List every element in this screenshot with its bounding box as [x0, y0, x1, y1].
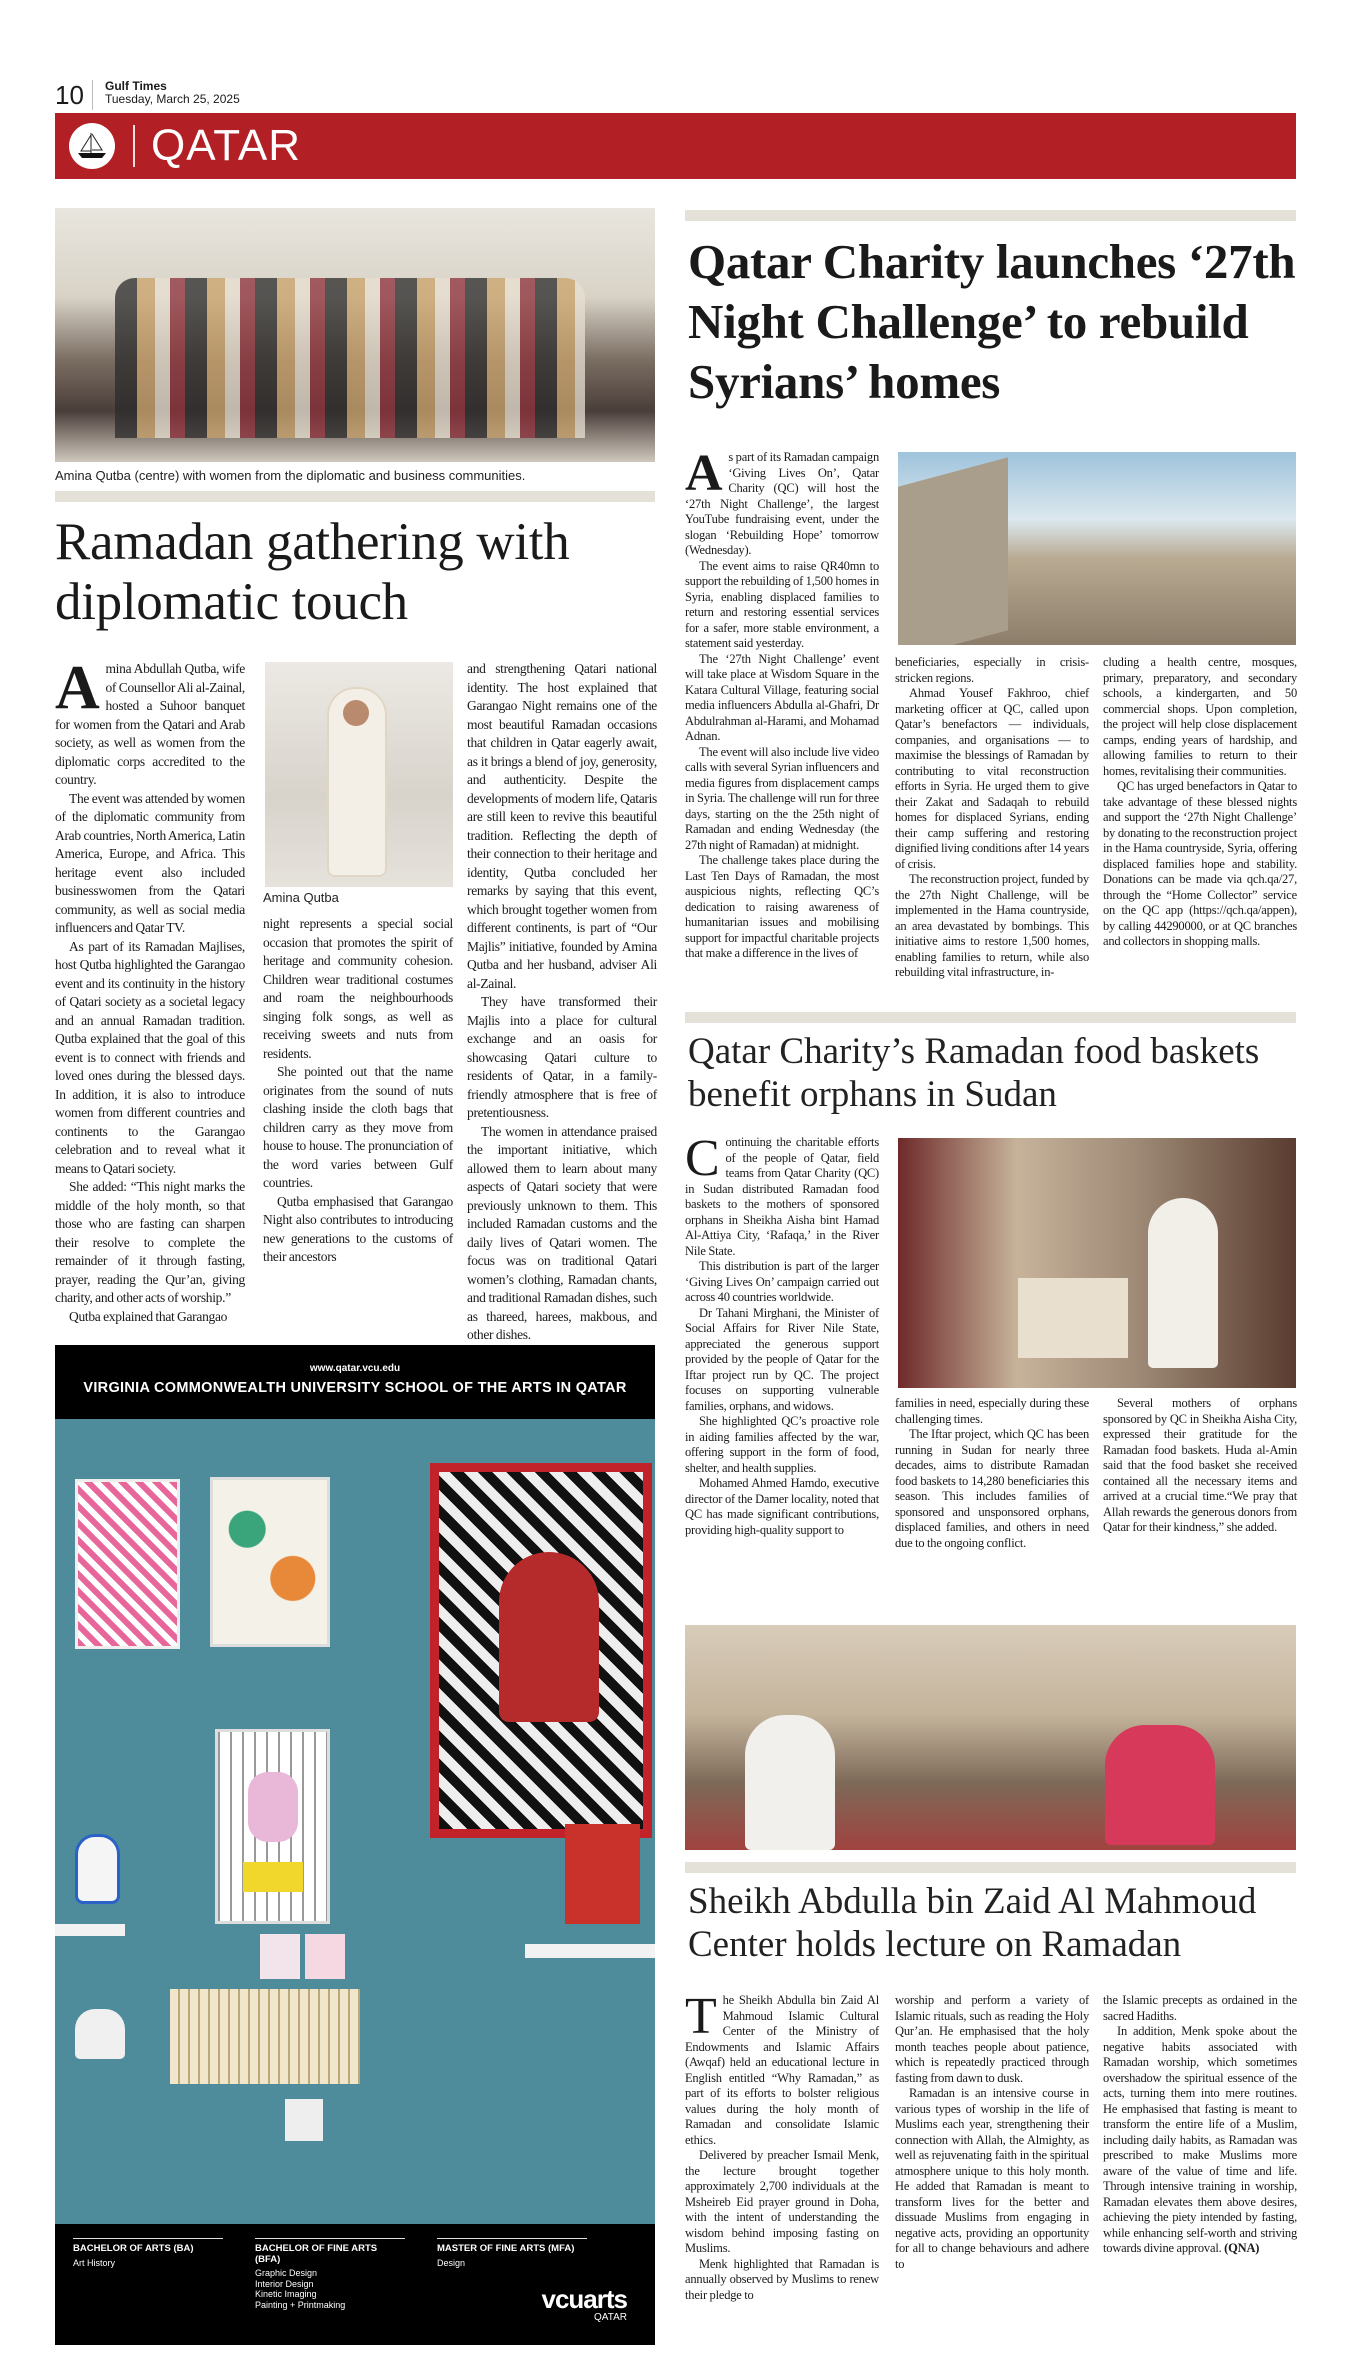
- iftar-gathering-photo: [685, 1625, 1296, 1850]
- article4-column-1: [685, 1988, 879, 2303]
- paragraph: Ahmad Yousef Fakhroo, chief marketing officer at QC, called upon Qatar’s benefactors — individuals, companies, and organisations — to maximise the blessings of Ramadan by contributing to vital reconstruction efforts in Syria. He urged them to give their Zakat and Sadaqah to rebuild homes for displaced Syrians, ending their camp suffering and restoring dignified living conditions after 14 years of crisis.: [895, 686, 1089, 871]
- section-rule: [685, 1012, 1296, 1023]
- paragraph: cluding a health centre, mosques, primary, preparatory, and secondary schools, a kindergarten, and 50 commercial shops. Upon completion, the project will help close displacement camps, ending years of hardship, and allowing families to return to their homes, revitalising their communities.: [1103, 655, 1297, 778]
- article4-column-2: [895, 1993, 1089, 2272]
- divider: [92, 80, 93, 110]
- paragraph: Qutba emphasised that Garangao Night also contributes to introducing new generations to the customs of their ancestors: [263, 1193, 453, 1264]
- article1-column-3: [467, 660, 657, 1345]
- vcuarts-advertisement[interactable]: [55, 1345, 655, 2345]
- masthead: [105, 80, 240, 106]
- paragraph: ontinuing the charitable efforts of the people of Qatar, field teams from Qatar Charity (QC) in Sudan distributed Ramadan food baskets to the mothers of sponsored orphans in Sheikha Aisha bint Hamad Al-Attiya City, ‘Rafaqa,’ in the River Nile State.: [685, 1135, 879, 1258]
- program-title: BACHELOR OF ARTS (BA): [73, 2243, 194, 2254]
- news-agency-credit: (QNA): [1224, 2241, 1260, 2255]
- paragraph: QC has urged benefactors in Qatar to take advantage of these blessed nights and support the ‘27th Night Challenge’ by donating to the reconstruction project in the Hama countryside, Syria, offering displaced families hope and stability. Donations can be made via qch.qa/27, through the “Home Collector” service on the QC app (https://qch.qa/appen), by calling 44290000, or at QC branches and collectors in shopping malls.: [1103, 779, 1297, 948]
- paragraph: beneficiaries, especially in crisis-stricken regions.: [895, 655, 1089, 685]
- paragraph: Dr Tahani Mirghani, the Minister of Social Affairs for River Nile State, appreciated the generous support provided by the people of Qatar for the Iftar project run by QC. The project focuses on supporting vulnerable families, orphans, and widows.: [685, 1305, 879, 1413]
- paragraph: mina Abdullah Qutba, wife of Counsellor Ali al-Zainal, hosted a Suhoor banquet for women from the Qatari and Arab society, as well as women from the diplomatic corps accredited to the country.: [55, 661, 245, 787]
- paragraph: the Islamic precepts as ordained in the sacred Hadiths.: [1103, 1993, 1297, 2023]
- article4-column-3: [1103, 1993, 1297, 2257]
- article2-column-2: [895, 655, 1089, 981]
- divider: [133, 125, 135, 167]
- program-title: MASTER OF FINE ARTS (MFA): [437, 2243, 575, 2254]
- paragraph: families in need, especially during these challenging times.: [895, 1396, 1089, 1426]
- program-item: Graphic Design: [255, 2268, 318, 2278]
- program-item: Art History: [73, 2257, 116, 2268]
- paragraph: The ‘27th Night Challenge’ event will take place at Wisdom Square in the Katara Cultural Village, featuring social media influencers Abdulla al-Ghafri, Dr Abdulrahman al-Harami, and Mohamad Adnan.: [685, 651, 879, 743]
- drop-cap: A: [685, 445, 723, 502]
- paragraph: Menk highlighted that Ramadan is annually observed by Muslims to renew their pledge to: [685, 2256, 879, 2302]
- section-rule: [685, 1862, 1296, 1873]
- article1-column-1: [55, 654, 245, 1326]
- ad-url[interactable]: www.qatar.vcu.edu: [309, 1363, 401, 1374]
- food-basket-distribution-photo: [898, 1138, 1296, 1388]
- paragraph: She added: “This night marks the middle of the holy month, so that those who are fasting can sharpen their resolve to complete the remainder of it through fasting, prayer, reading the Qur’an, giving charity, and other acts of worship.”: [55, 1179, 245, 1305]
- drop-cap: T: [685, 1988, 717, 2045]
- ad-school-name: VIRGINIA COMMONWEALTH UNIVERSITY SCHOOL OF THE ARTS IN QATAR: [83, 1380, 627, 1396]
- paragraph: The challenge takes place during the Last Ten Days of Ramadan, the most auspicious nights, reflecting QC’s dedication to raising awareness of humanitarian issues and mobilising support for impactful charitable projects that make a difference in the lives of: [685, 853, 879, 960]
- program-item: Painting + Printmaking: [255, 2299, 346, 2310]
- issue-date: Tuesday, March 25, 2025: [105, 92, 240, 106]
- paragraph: Delivered by preacher Ismail Menk, the lecture brought together approximately 2,700 individuals at the Msheireb Eid prayer ground in Doha, with the intent of understanding the wisdom behind imposing fasting on Muslims.: [685, 2148, 879, 2255]
- paragraph: s part of its Ramadan campaign ‘Giving Lives On’, Qatar Charity (QC) will host the ‘27th Night Challenge’, the largest YouTube fundraising event, under the slogan ‘Rebuilding Hope’ tomorrow (Wednesday).: [685, 450, 879, 557]
- paragraph: The event will also include live video calls with several Syrian influencers and media figures from displacement camps in Syria. The challenge will run for three days, starting on the the 25th night of Ramadan and ending Wednesday (the 27th night of Ramadan) at midnight.: [685, 744, 879, 852]
- program-title: BACHELOR OF FINE ARTS (BFA): [255, 2243, 378, 2265]
- paragraph: The reconstruction project, funded by the 27th Night Challenge, will be implemented in the Hama countryside, an area devastated by bombings. This initiative aims to restore 1,500 homes, enabling families to return, while also rebuilding vital infrastructure, in-: [895, 872, 1089, 979]
- program-item: Interior Design: [255, 2278, 314, 2289]
- paragraph: The event aims to raise QR40mn to support the rebuilding of 1,500 homes in Syria, enabling displaced families to return and restoring essential services for a safer, more stable environment, a statement said yesterday.: [685, 558, 879, 650]
- paragraph: They have transformed their Majlis into a place for cultural exchange and an oasis for showcasing Qatari culture to residents of Qatar, in a family-friendly atmosphere that is free of pretentiousness.: [467, 994, 657, 1120]
- cage-artwork: [215, 1729, 330, 1924]
- paragraph: night represents a special social occasion that promotes the spirit of heritage and community cohesion. Children wear traditional costumes and roam the neighbourhoods singing folk songs, as well as receiving sweets and nuts from residents.: [263, 916, 453, 1061]
- paragraph: worship and perform a variety of Islamic rituals, such as reading the Holy Qur’an. He emphasised that the holy month teaches people about patience, which is repeatedly practiced through fasting from dawn to dusk.: [895, 1993, 1089, 2085]
- paragraph: The women in attendance praised the important initiative, which allowed them to learn about many aspects of Qatari society that were previously unknown to them. This included Ramadan customs and the daily lives of Qatari women. The focus was on traditional Qatari women’s clothing, Ramadan chants, and traditional Ramadan dishes, such as thareed, harees, makbous, and other dishes.: [467, 1123, 657, 1342]
- headline-lecture-on-ramadan: Sheikh Abdulla bin Zaid Al Mahmoud Center holds lecture on Ramadan: [688, 1881, 1257, 1965]
- program-bfa: [255, 2238, 405, 2310]
- robot-toy: [75, 1834, 120, 1904]
- section-rule: [55, 491, 655, 502]
- drop-cap: A: [55, 654, 100, 722]
- paragraph: The event was attended by women of the diplomatic community from Arab countries, North America, Latin America, Europe, and Africa. This heritage event also included businesswomen from the Qatari community, as well as social media influencers and Qatar TV.: [55, 790, 245, 935]
- paragraph: This distribution is part of the larger ‘Giving Lives On’ campaign carried out across 40 countries worldwide.: [685, 1259, 879, 1304]
- syria-destruction-photo: [898, 452, 1296, 645]
- page-number: 10: [55, 80, 84, 110]
- photo-caption: Amina Qutba (centre) with women from the diplomatic and business communities.: [55, 468, 526, 483]
- headline-27th-night-challenge: Qatar Charity launches ‘27th Night Challenge’ to rebuild Syrians’ homes: [688, 234, 1296, 409]
- portrait-artwork: [430, 1463, 652, 1838]
- article2-column-3: [1103, 655, 1297, 950]
- paragraph: She highlighted QC’s proactive role in aiding families affected by the war, offering support in the form of food, shelter, and health supplies.: [685, 1414, 879, 1475]
- dhow-boat-icon: [69, 123, 115, 169]
- shelf: [525, 1944, 655, 1958]
- article3-column-3: [1103, 1396, 1297, 1536]
- unicorn-toy: [75, 2009, 125, 2059]
- paragraph: Qutba explained that Garangao: [69, 1308, 228, 1324]
- small-artwork: [285, 2099, 323, 2141]
- program-item: Design: [437, 2257, 466, 2268]
- small-artwork: [305, 1934, 345, 1979]
- article3-column-2: [895, 1396, 1089, 1551]
- paragraph: The Iftar project, which QC has been running in Sudan for nearly three decades, aims to distribute Ramadan food baskets to 14,280 beneficiaries this season. This includes families of sponsored and unsponsored orphans, displaced families, and others in need due to the ongoing conflict.: [895, 1427, 1089, 1550]
- inset-caption: Amina Qutba: [263, 890, 339, 905]
- paragraph: and strengthening Qatari national identity. The host explained that Garangao Night remains one of the most beautiful Ramadan occasions that children in Qatar eagerly await, as it brings a blend of joy, generosity, and authenticity. Despite the developments of modern life, Qataris are still keen to revive this beautiful tradition. Reflecting the depth of their connection to their heritage and identity, Qutba concluded her remarks by saying that this event, which brought together women from different continents, is part of “Our Majlis” initiative, founded by Amina Qutba and her husband, adviser Ali al-Zainal.: [467, 661, 657, 991]
- book-sculpture: [170, 1989, 360, 2084]
- calligraphy-artwork: [210, 1477, 330, 1647]
- paragraph: In addition, Menk spoke about the negative habits associated with Ramadan worship, which sometimes overshadow the spiritual essence of the acts, turning them into mere routines. He emphasised that fasting is meant to transform the entire life of a Muslim, including daily habits, as Ramadan was prescribed to make Muslims more aware of the value of time and life. Through intensive training in worship, Ramadan elevates them above desires, achieving the piety intended by fasting, while enhancing self-worth and striving towards divine approval.: [1103, 2024, 1297, 2255]
- paragraph: he Sheikh Abdulla bin Zaid Al Mahmoud Islamic Cultural Center of the Ministry of Endowments and Islamic Affairs (Awqaf) held an educational lecture in English entitled “Why Ramadan,” as part of its efforts to bolster religious values during the holy month of Ramadan and consolidate Islamic ethics.: [685, 1993, 879, 2147]
- paper-name: Gulf Times: [105, 79, 167, 93]
- paragraph: Several mothers of orphans sponsored by QC in Sheikha Aisha City, expressed their gratitude for the Ramadan food baskets. Huda al-Amin said that the food basket she received contained all the necessary items and arrived at a crucial time.“We pray that Allah rewards the generous donors from Qatar for their kindness,” she added.: [1103, 1396, 1297, 1534]
- shelf: [55, 1924, 125, 1936]
- vcuarts-logo: vcuarts QATAR: [541, 2284, 627, 2323]
- drop-cap: C: [685, 1130, 720, 1187]
- article1-column-2: [263, 915, 453, 1267]
- program-ba: [73, 2238, 223, 2268]
- program-mfa: [437, 2238, 587, 2268]
- headline-ramadan-gathering: Ramadan gathering with diplomatic touch: [55, 513, 570, 631]
- program-item: Kinetic Imaging: [255, 2289, 317, 2299]
- section-title: QATAR: [151, 121, 302, 170]
- headline-sudan-food-baskets: Qatar Charity’s Ramadan food baskets benefit orphans in Sudan: [688, 1031, 1260, 1115]
- amina-qutba-photo: [265, 662, 453, 887]
- group-photo: [55, 208, 655, 462]
- paragraph: Ramadan is an intensive course in various types of worship in the life of Muslims each year, strengthening their connection with Allah, the Almighty, as well as rejuvenating faith in the spiritual atmosphere unique to this holy month. He added that Ramadan is meant to transform lives for the better and dissuade Muslims from engaging in negative acts, providing an opportunity for all to change behaviours and adhere to: [895, 2086, 1089, 2271]
- article3-column-1: [685, 1130, 879, 1538]
- gallery-photo: [55, 1419, 655, 2224]
- small-artwork: [260, 1934, 300, 1979]
- paragraph: She pointed out that the name originates from the sound of nuts clashing inside the cloth bags that children carry as they move from house to house. The pronunciation of the word varies between Gulf countries.: [263, 1064, 453, 1190]
- section-banner: [55, 113, 1296, 179]
- magazine: [565, 1824, 640, 1924]
- article2-column-1: [685, 445, 879, 962]
- pink-artwork: [75, 1479, 180, 1649]
- paragraph: Mohamed Ahmed Hamdo, executive director of the Damer locality, noted that QC has made significant contributions, providing high-quality support to: [685, 1476, 879, 1537]
- section-rule: [685, 210, 1296, 221]
- paragraph: As part of its Ramadan Majlises, host Qutba highlighted the Garangao event and its continuity in the history of Qatari society as a societal legacy and an annual Ramadan tradition. Qutba explained that the goal of this event is to connect with friends and loved ones during the blessed days. In addition, it is also to introduce women from different countries and continents to the Garangao celebration and to reveal what it means to Qatari society.: [55, 938, 245, 1176]
